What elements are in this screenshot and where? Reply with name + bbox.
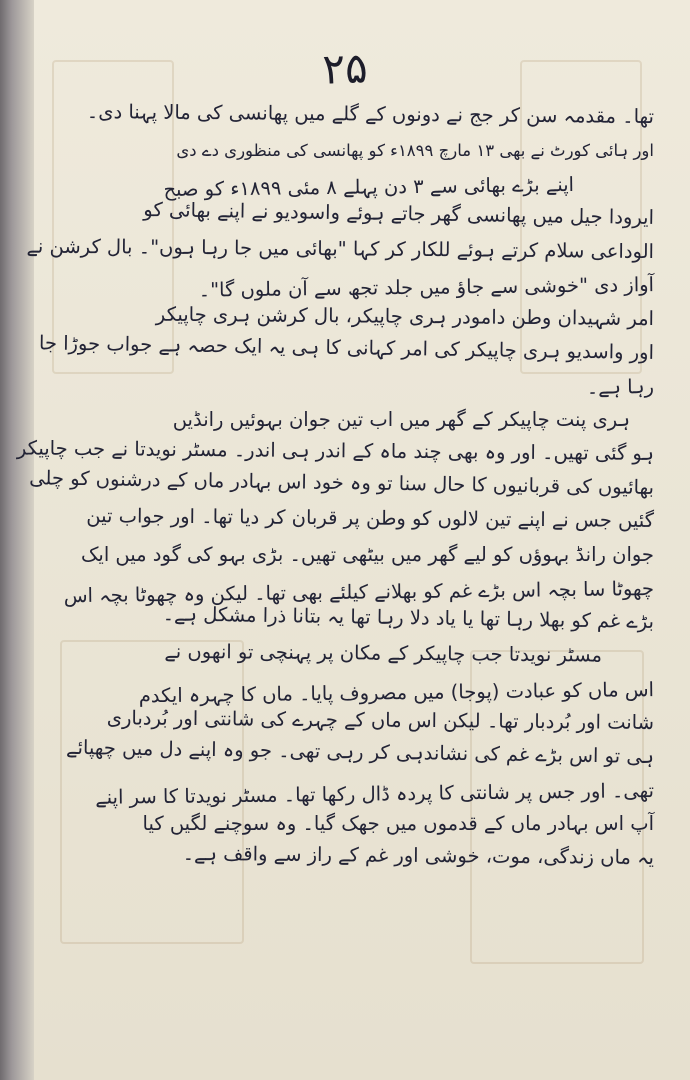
text-line: اور ہائی کورٹ نے بھی ۱۳ مارچ ۱۸۹۹ء کو پھانسی کی منظوری دے دی <box>176 140 654 160</box>
text-line: مسٹر نویدتا جب چاپیکر کے مکان پر پہنچی تو انھوں نے <box>164 639 603 667</box>
text-line: اور واسدیو ہری چاپیکر کی امر کہانی کا ہی یہ ایک حصہ ہے جواب جوڑا جا <box>38 331 655 364</box>
text-line: بڑے غم کو بھلا رہا تھا یا یاد دلا رہا تھا یہ بتانا ذرا مشکل ہے۔ <box>162 602 655 634</box>
text-line: اپنے بڑے بھائی سے ۳ دن پہلے ۸ مئی ۱۸۹۹ء کو صبح <box>163 173 575 202</box>
handwritten-text-block <box>16 100 655 875</box>
binding-shadow <box>0 0 34 1080</box>
text-line: بھائیوں کی قربانیوں کا حال سنا تو وہ خود اس بہادر ماں کے درشنوں کو چلی <box>29 465 655 499</box>
text-line: گئیں جس نے اپنے تین لالوں کو وطن پر قربان کر دیا تھا۔ اور جواب تین <box>86 504 655 533</box>
text-line: تھا۔ مقدمہ سن کر جج نے دونوں کے گلے میں پھانسی کی مالا پہنا دی۔ <box>86 100 655 128</box>
text-line: ہو گئی تھیں۔ اور وہ بھی چند ماہ کے اندر ہی اندر۔ مسٹر نویدتا نے جب چاپیکر <box>16 436 655 465</box>
text-line: جوان رانڈ بہوؤں کو لیے گھر میں بیٹھی تھیں۔ بڑی بہو کی گود میں ایک <box>80 542 654 566</box>
text-line: یہ ماں زندگی، موت، خوشی اور غم کے راز سے واقف ہے۔ <box>182 842 655 870</box>
text-line: ہری پنت چاپیکر کے گھر میں اب تین جوان بہوئیں رانڈیں <box>172 408 630 432</box>
text-line: رہا ہے۔ <box>586 374 655 399</box>
text-line: اس ماں کو عبادت (پوجا) میں مصروف پایا۔ ماں کا چہرہ ایکدم <box>138 677 655 707</box>
text-line: تھی۔ اور جس پر شانتی کا پردہ ڈال رکھا تھا۔ مسٹر نویدتا کا سر اپنے <box>95 778 655 809</box>
text-line: آپ اس بہادر ماں کے قدموں میں جھک گیا۔ وہ سوچنے لگیں کیا <box>142 812 654 836</box>
text-line: امر شہیدان وطن دامودر ہری چاپیکر، بال کرشن ہری چاپیکر <box>155 302 655 331</box>
page-number: ۲۵ <box>321 43 369 94</box>
text-line: ہی تو اس بڑے غم کی نشاندہی کر رہی تھی۔ جو وہ اپنے دل میں چھپائے <box>65 735 655 769</box>
text-line: الوداعی سلام کرتے ہوئے للکار کر کہا "بھائی میں جا رہا ہوں"۔ بال کرشن نے <box>26 234 655 263</box>
text-line: آواز دی "خوشی سے جاؤ میں جلد تجھ سے آن ملوں گا"۔ <box>198 273 655 302</box>
text-line: چھوٹا سا بچہ اس بڑے غم کو بھلانے کیلئے بھی تھا۔ لیکن وہ چھوٹا بچہ اس <box>63 576 655 607</box>
text-line: شانت اور بُردبار تھا۔ لیکن اس ماں کے چہرے کی شانتی اور بُردباری <box>106 706 655 735</box>
text-line: ایرودا جیل میں پھانسی گھر جاتے ہوئے واسودیو نے اپنے بھائی کو <box>143 198 655 230</box>
